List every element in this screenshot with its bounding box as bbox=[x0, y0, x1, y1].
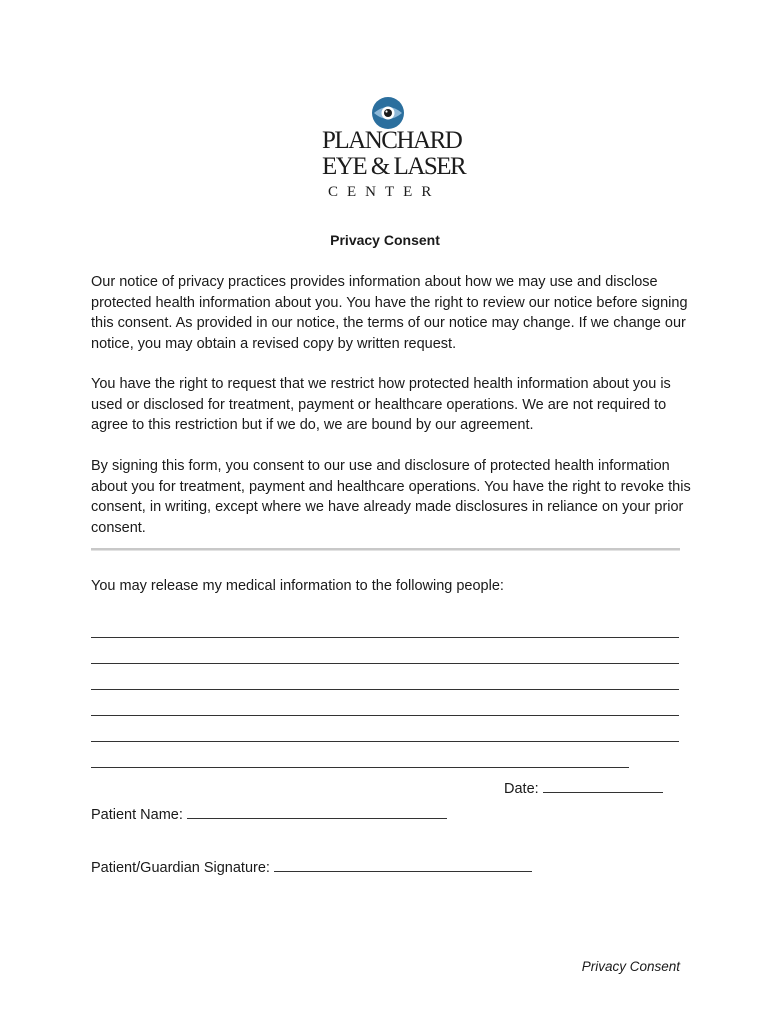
logo-text-line3: CENTER bbox=[328, 184, 441, 200]
signature-field[interactable] bbox=[274, 870, 532, 872]
signature-row bbox=[91, 860, 532, 876]
signature-label: Patient/Guardian Signature: bbox=[91, 860, 270, 876]
date-label: Date: bbox=[504, 781, 539, 797]
release-blank-line-5[interactable] bbox=[91, 741, 679, 742]
practice-logo bbox=[316, 96, 466, 206]
privacy-paragraph-2: You have the right to request that we restrict how protected health information about you is used or disclosed for treatment, payment or healthcare operations. We are not required to agree to this restriction but if we do, we are bound by our agreement. bbox=[91, 376, 671, 434]
page-footer: Privacy Consent bbox=[581, 959, 680, 974]
patient-name-label: Patient Name: bbox=[91, 807, 183, 823]
privacy-paragraph-3: By signing this form, you consent to our use and disclosure of protected health information about you for treatment, payment and healthcare operations. You have the right to revoke this consent, in writing, except where we have already made disclosures in reliance on your prior consent. bbox=[91, 458, 691, 537]
release-blank-line-3[interactable] bbox=[91, 689, 679, 690]
release-label: You may release my medical information to the following people: bbox=[91, 578, 504, 594]
section-divider bbox=[91, 548, 680, 551]
eye-logo-icon bbox=[371, 96, 405, 130]
patient-name-field[interactable] bbox=[187, 817, 447, 819]
date-row bbox=[504, 781, 663, 797]
date-field[interactable] bbox=[543, 791, 663, 793]
release-blank-line-4[interactable] bbox=[91, 715, 679, 716]
patient-name-row bbox=[91, 807, 447, 823]
logo-text-line2: EYE & LASER bbox=[322, 153, 466, 180]
release-blank-line-1[interactable] bbox=[91, 637, 679, 638]
privacy-paragraph-1: Our notice of privacy practices provides information about how we may use and disclose protected health information about you. You have the right to review our notice before signing this consent. As provided in our notice, the terms of our notice may change. If we change our notice, you may obtain a revised copy by written request. bbox=[91, 274, 688, 353]
release-blank-line-6[interactable] bbox=[91, 767, 629, 768]
document-title: Privacy Consent bbox=[330, 232, 440, 248]
release-blank-line-2[interactable] bbox=[91, 663, 679, 664]
logo-text-line1: PLANCHARD bbox=[322, 127, 462, 154]
